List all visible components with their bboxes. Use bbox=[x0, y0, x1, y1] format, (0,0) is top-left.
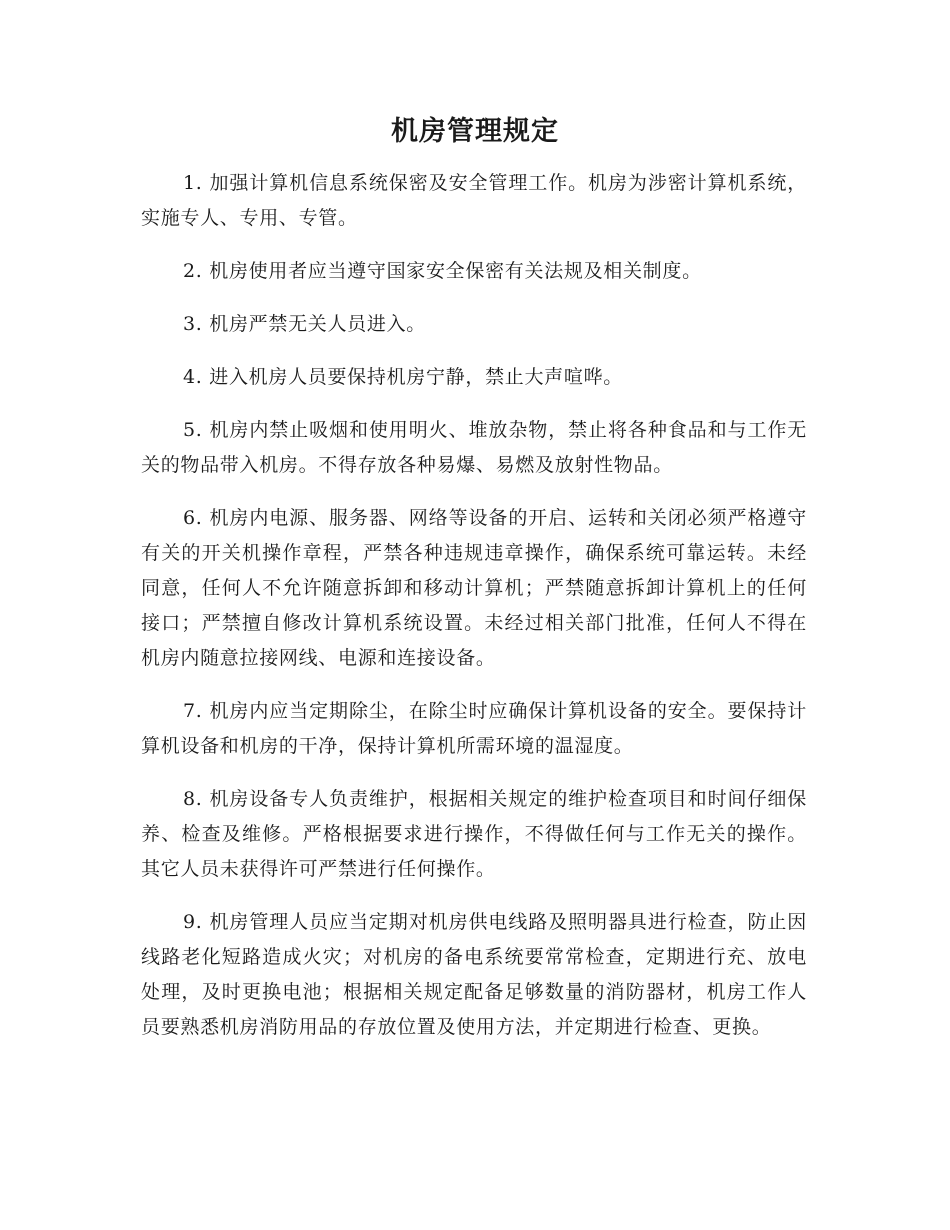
document-body bbox=[141, 166, 807, 1063]
rule-paragraph-9: 9. 机房管理人员应当定期对机房供电线路及照明器具进行检查，防止因线路老化短路造成火灾；对机房的备电系统要常常检查，定期进行充、放电处理，及时更换电池；根据相关规定配备足够数量的消防器材，机房工作人员要熟悉机房消防用品的存放位置及使用方法，并定期进行检查、更换。 bbox=[141, 911, 807, 1038]
rule-paragraph-5: 5. 机房内禁止吸烟和使用明火、堆放杂物，禁止将各种食品和与工作无关的物品带入机房。不得存放各种易爆、易燃及放射性物品。 bbox=[141, 419, 807, 476]
rule-paragraph-1: 1. 加强计算机信息系统保密及安全管理工作。机房为涉密计算机系统，实施专人、专用、专管。 bbox=[141, 172, 807, 229]
rule-paragraph-6: 6. 机房内电源、服务器、网络等设备的开启、运转和关闭必须严格遵守有关的开关机操作章程，严禁各种违规违章操作，确保系统可靠运转。未经同意，任何人不允许随意拆卸和移动计算机；严禁随意拆卸计算机上的任何接口；严禁擅自修改计算机系统设置。未经过相关部门批准，任何人不得在机房内随意拉接网线、电源和连接设备。 bbox=[141, 507, 807, 669]
rule-paragraph-7: 7. 机房内应当定期除尘，在除尘时应确保计算机设备的安全。要保持计算机设备和机房的干净，保持计算机所需环境的温湿度。 bbox=[141, 700, 807, 757]
rule-paragraph-8: 8. 机房设备专人负责维护，根据相关规定的维护检查项目和时间仔细保养、检查及维修。严格根据要求进行操作，不得做任何与工作无关的操作。其它人员未获得许可严禁进行任何操作。 bbox=[141, 788, 807, 880]
rule-paragraph-4: 4. 进入机房人员要保持机房宁静，禁止大声喧哗。 bbox=[183, 366, 623, 388]
rule-paragraph-3: 3. 机房严禁无关人员进入。 bbox=[183, 313, 426, 335]
rule-paragraph-2: 2. 机房使用者应当遵守国家安全保密有关法规及相关制度。 bbox=[183, 260, 702, 282]
document-title: 机房管理规定 bbox=[391, 116, 559, 147]
